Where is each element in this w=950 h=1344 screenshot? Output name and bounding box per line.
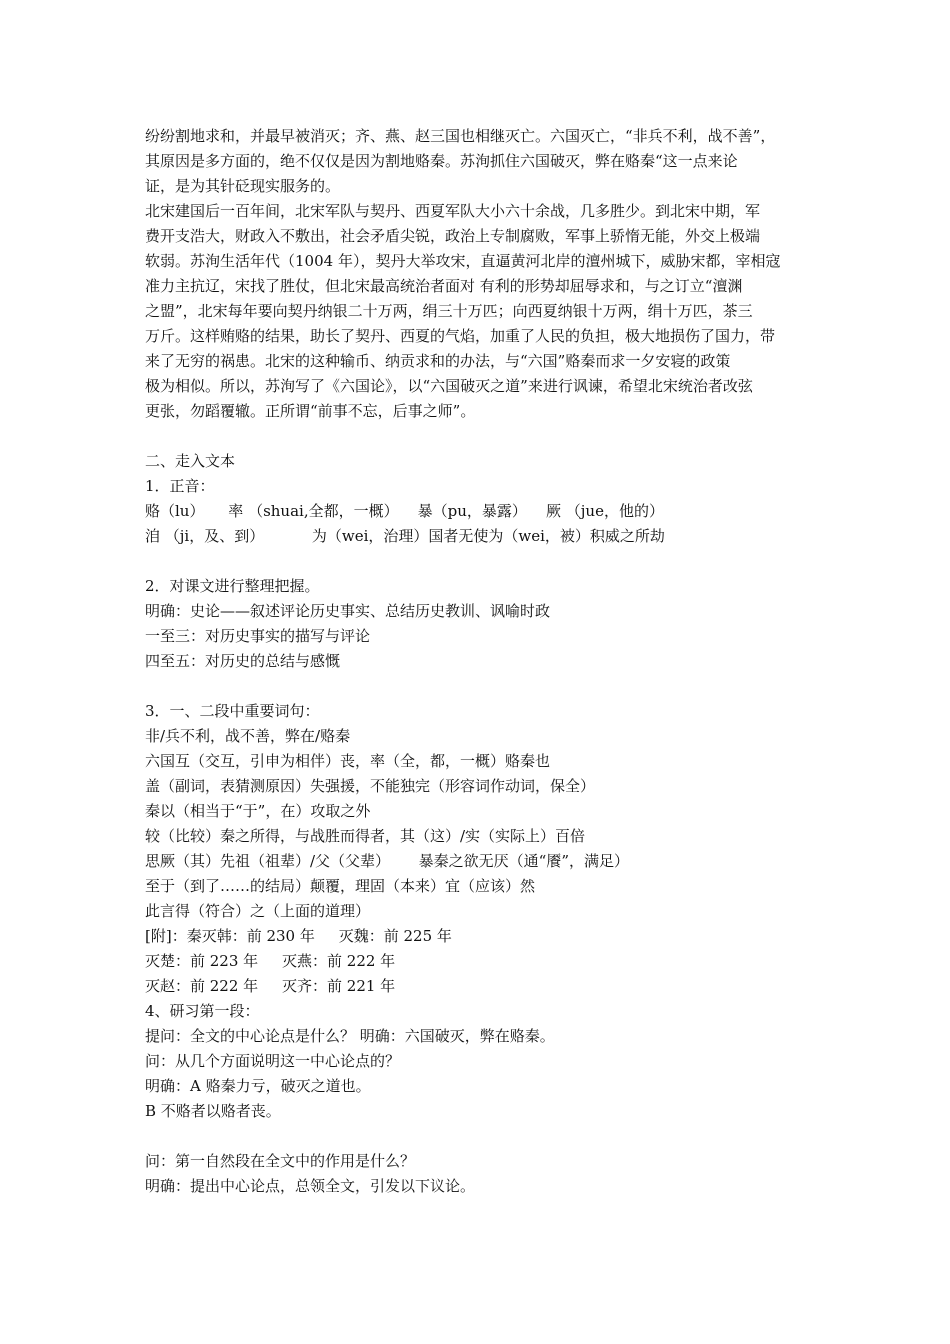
text-line: 灭楚：前 223 年 灭燕：前 222 年 xyxy=(145,952,396,970)
text-line: 来了无穷的祸患。北宋的这种输币、纳贡求和的办法，与“六国”赂秦而求一夕安寝的政策 xyxy=(145,352,731,370)
text-line: [附]：秦灭韩：前 230 年 灭魏：前 225 年 xyxy=(145,927,452,945)
text-line: 证，是为其针砭现实服务的。 xyxy=(145,177,341,195)
text-line: 准力主抗辽，宋找了胜仗，但北宋最高统治者面对 有利的形势却屈辱求和，与之订立“澶渊 xyxy=(145,277,743,295)
text-line: 纷纷割地求和，并最早被消灭；齐、燕、赵三国也相继灭亡。六国灭亡，“非兵不利，战不善”， xyxy=(145,127,776,145)
item-title: 1．正音： xyxy=(145,477,215,495)
text-line: 更张，勿蹈覆辙。正所谓“前事不忘，后事之师”。 xyxy=(145,402,476,420)
text-line: 万斤。这样贿赂的结果，助长了契丹、西夏的气焰，加重了人民的负担，极大地损伤了国力，带 xyxy=(145,327,776,345)
document-body xyxy=(145,124,815,1199)
text-line: 提问：全文的中心论点是什么？ 明确：六国破灭，弊在赂秦。 xyxy=(145,1027,555,1045)
text-line: 其原因是多方面的，绝不仅仅是因为割地赂秦。苏洵抓住六国破灭，弊在赂秦“这一点来论 xyxy=(145,152,738,170)
text-line: 六国互（交互，引申为相伴）丧，率（全，都，一概）赂秦也 xyxy=(145,752,551,770)
text-line: 秦以（相当于“于”，在）攻取之外 xyxy=(145,802,371,820)
text-line: 明确：史论——叙述评论历史事实、总结历史教训、讽喻时政 xyxy=(145,602,551,620)
structure-section xyxy=(145,574,815,674)
blank-line xyxy=(145,1124,815,1149)
text-line: 一至三：对历史事实的描写与评论 xyxy=(145,627,371,645)
item-title: 2．对课文进行整理把握。 xyxy=(145,577,320,595)
text-line: 北宋建国后一百年间，北宋军队与契丹、西夏军队大小六十余战，几多胜少。到北宋中期，军 xyxy=(145,202,761,220)
text-line: 问：第一自然段在全文中的作用是什么？ xyxy=(145,1152,416,1170)
text-line: 四至五：对历史的总结与感慨 xyxy=(145,652,341,670)
text-line: 软弱。苏洵生活年代（1004 年），契丹大举攻宋，直逼黄河北岸的澶州城下，威胁宋都，宰相寇 xyxy=(145,252,781,270)
pronunciation-line: 洎 （ji，及、到） 为（wei，治理）国者无使为（wei，被）积威之所劫 xyxy=(145,527,665,545)
study-section xyxy=(145,999,815,1199)
text-line: 此言得（符合）之（上面的道理） xyxy=(145,902,371,920)
pronunciation-line: 赂（lu） 率 （shuai,全都，一概） 暴（pu，暴露） 厥 （jue，他的） xyxy=(145,502,664,520)
text-line: 较（比较）秦之所得，与战胜而得者，其（这）/实（实际上）百倍 xyxy=(145,827,586,845)
blank-line xyxy=(145,549,815,574)
text-line: 灭赵：前 222 年 灭齐：前 221 年 xyxy=(145,977,396,995)
text-line: 明确：A 赂秦力亏，破灭之道也。 xyxy=(145,1077,371,1095)
text-line: 盖（副词，表猜测原因）失强援，不能独完（形容词作动词，保全） xyxy=(145,777,596,795)
text-line: 之盟”，北宋每年要向契丹纳银二十万两，绢三十万匹；向西夏纳银十万两，绢十万匹，茶三 xyxy=(145,302,753,320)
blank-line xyxy=(145,674,815,699)
background-paragraph xyxy=(145,124,815,424)
pronunciation-section xyxy=(145,474,815,549)
text-line: 思厥（其）先祖（祖辈）/父（父辈） 暴秦之欲无厌（通“餍”，满足） xyxy=(145,852,630,870)
item-title: 3．一、二段中重要词句： xyxy=(145,702,320,720)
text-line: B 不赂者以赂者丧。 xyxy=(145,1102,281,1120)
text-line: 极为相似。所以，苏洵写了《六国论》，以“六国破灭之道”来进行讽谏，希望北宋统治者改弦 xyxy=(145,377,753,395)
text-line: 至于（到了……的结局）颠覆，理固（本来）宜（应该）然 xyxy=(145,877,536,895)
section-heading: 二、走入文本 xyxy=(145,452,236,470)
vocabulary-section xyxy=(145,699,815,999)
text-line: 明确：提出中心论点，总领全文，引发以下议论。 xyxy=(145,1177,476,1195)
text-line: 非/兵不利，战不善，弊在/赂秦 xyxy=(145,727,351,745)
item-title: 4、研习第一段： xyxy=(145,1002,260,1020)
blank-line xyxy=(145,424,815,449)
text-line: 费开支浩大，财政入不敷出，社会矛盾尖锐，政治上专制腐败，军事上骄惰无能，外交上极端 xyxy=(145,227,761,245)
text-line: 问：从几个方面说明这一中心论点的？ xyxy=(145,1052,401,1070)
